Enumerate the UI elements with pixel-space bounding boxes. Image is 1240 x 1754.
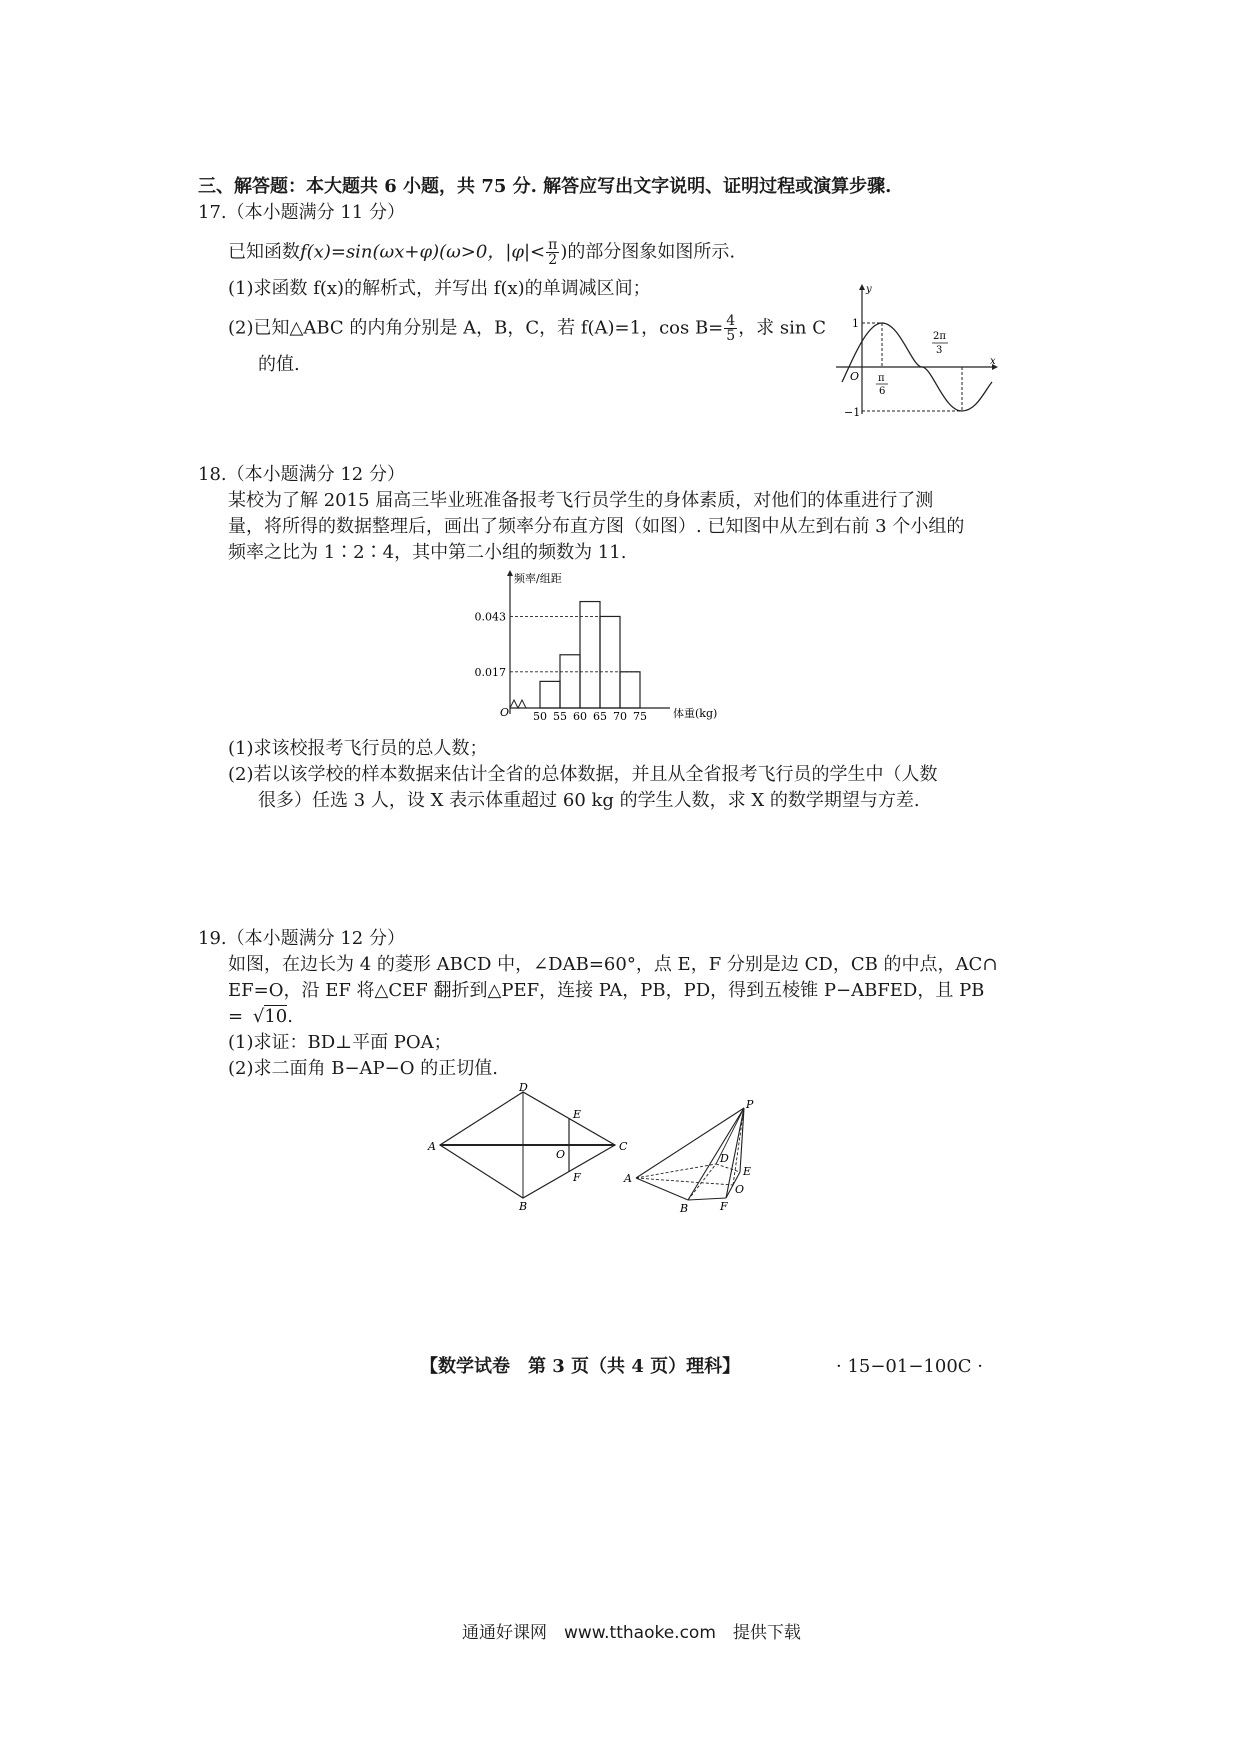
graph-y-bottom: −1 bbox=[844, 406, 861, 419]
hist-y-label: 频率/组距 bbox=[514, 572, 562, 585]
fig2-label-e: E bbox=[743, 1165, 752, 1178]
q18-stem-3: 频率之比为 1∶2∶4，其中第二小组的频数为 11. bbox=[228, 542, 627, 563]
q17-frac45-den: 5 bbox=[726, 328, 736, 344]
fig1-label-c: C bbox=[619, 1140, 628, 1153]
q19-eq: = bbox=[228, 1006, 244, 1027]
q17-stem-a: 已知函数 bbox=[228, 241, 300, 263]
fig1-label-d: D bbox=[519, 1082, 528, 1094]
hist-x-label: 体重(kg) bbox=[673, 707, 718, 720]
q18-part2-a: (2)若以该学校的样本数据来估计全省的总体数据，并且从全省报考飞行员的学生中（人数 bbox=[228, 764, 938, 785]
q17-stem-b: )的部分图象如图所示. bbox=[560, 241, 736, 263]
x-tick-label: 75 bbox=[633, 710, 647, 723]
fig1-label-e: E bbox=[573, 1108, 582, 1121]
graph-y-arrow bbox=[859, 284, 865, 290]
histogram-bars bbox=[540, 602, 640, 708]
fig2-label-p: P bbox=[746, 1098, 754, 1111]
q19-stem-3 bbox=[228, 1004, 293, 1030]
graph-origin: O bbox=[850, 370, 860, 383]
hist-origin: O bbox=[500, 706, 510, 719]
q17-stem-fx: f(x)=sin(ωx+φ)(ω>0，|φ|< bbox=[300, 241, 546, 263]
y-tick-label: 0.017 bbox=[474, 665, 506, 679]
q18-header: 18.（本小题满分 12 分） bbox=[198, 464, 405, 485]
fig2-label-a: A bbox=[624, 1172, 632, 1185]
axis-break-mark bbox=[510, 700, 530, 708]
section-title: 三、解答题：本大题共 6 小题，共 75 分. 解答应写出文字说明、证明过程或演算步骤. bbox=[198, 176, 892, 197]
fig2-label-f: F bbox=[720, 1200, 728, 1213]
histogram-bar bbox=[600, 616, 620, 708]
histogram-bar bbox=[540, 681, 560, 708]
q17-frac-4-5 bbox=[724, 314, 737, 343]
tick-pi-num: π bbox=[878, 373, 885, 384]
tick-3-den: 3 bbox=[936, 345, 943, 356]
q17-part2-end: 的值. bbox=[258, 354, 300, 375]
edge-ad-hidden bbox=[636, 1164, 716, 1178]
x-tick-label: 50 bbox=[533, 710, 547, 723]
edge-ab bbox=[636, 1178, 688, 1200]
q17-sine-graph bbox=[830, 280, 1000, 420]
fig1-label-a: A bbox=[428, 1140, 436, 1153]
x-tick-label: 55 bbox=[553, 710, 567, 723]
q18-stem-2: 量，将所得的数据整理后，画出了频率分布直方图（如图）. 已知图中从左到右前 3 个小组的 bbox=[228, 516, 965, 537]
histogram-bar bbox=[620, 672, 640, 708]
y-tick-label: 0.043 bbox=[474, 610, 506, 624]
sqrt-radicand: 10 bbox=[264, 1006, 288, 1027]
q17-part2-a: (2)已知△ABC 的内角分别是 A，B，C，若 f(A)=1，cos B= bbox=[228, 317, 724, 339]
hist-y-arrow bbox=[507, 570, 513, 576]
q18-part1: (1)求该校报考飞行员的总人数； bbox=[228, 738, 488, 759]
footer-watermark: 通通好课网 www.tthaoke.com 提供下载 bbox=[462, 1623, 801, 1643]
x-tick-label: 65 bbox=[593, 710, 607, 723]
q19-stem-1: 如图，在边长为 4 的菱形 ABCD 中，∠DAB=60°，点 E，F 分别是边 CD，CB 的中点，AC∩ bbox=[228, 954, 998, 975]
q19-header: 19.（本小题满分 12 分） bbox=[198, 928, 405, 949]
histogram-axes bbox=[500, 570, 717, 720]
graph-y-top: 1 bbox=[852, 317, 859, 330]
q19-part1: (1)求证：BD⊥平面 POA； bbox=[228, 1032, 452, 1053]
edge-de-hidden bbox=[716, 1164, 740, 1172]
x-tick-label: 70 bbox=[613, 710, 627, 723]
q19-part2: (2)求二面角 B−AP−O 的正切值. bbox=[228, 1058, 498, 1079]
q18-histogram bbox=[460, 566, 740, 726]
fig2-label-d: D bbox=[720, 1152, 729, 1165]
fig1-label-b: B bbox=[519, 1200, 528, 1212]
graph-y-label: y bbox=[866, 284, 872, 295]
tick-2pi-num: 2π bbox=[933, 331, 946, 342]
q19-rhombus-figure bbox=[420, 1082, 630, 1212]
footer-code: · 15−01−100C · bbox=[836, 1356, 983, 1377]
q19-stem-2: EF=O，沿 EF 将△CEF 翻折到△PEF，连接 PA，PB，PD，得到五棱锥 P−ABFED，且 PB bbox=[228, 980, 985, 1001]
q18-part2-b: 很多）任选 3 人，设 X 表示体重超过 60 kg 的学生人数，求 X 的数学期望与方差. bbox=[258, 790, 920, 811]
x-tick-label: 60 bbox=[573, 710, 587, 723]
sqrt-sign: √ bbox=[252, 1006, 265, 1027]
footer-paper-info: 【数学试卷 第 3 页（共 4 页）理科】 bbox=[420, 1356, 741, 1377]
q18-stem-1: 某校为了解 2015 届高三毕业班准备报考飞行员学生的身体素质，对他们的体重进行了测 bbox=[228, 490, 934, 511]
fig1-label-f: F bbox=[573, 1171, 581, 1184]
q17-header: 17.（本小题满分 11 分） bbox=[198, 202, 405, 223]
tick-6-den: 6 bbox=[879, 386, 886, 397]
q17-frac-num: π bbox=[548, 237, 558, 253]
q17-part1: (1)求函数 f(x)的解析式，并写出 f(x)的单调减区间； bbox=[228, 278, 651, 299]
q17-frac-den: 2 bbox=[548, 252, 558, 268]
histogram-bar bbox=[560, 655, 580, 708]
q17-frac-pi-2 bbox=[546, 238, 559, 267]
fig2-label-b: B bbox=[680, 1202, 689, 1215]
q17-frac45-num: 4 bbox=[726, 313, 736, 329]
histogram-bar bbox=[580, 602, 600, 708]
fig1-label-o: O bbox=[556, 1148, 566, 1161]
q17-part2 bbox=[228, 314, 826, 343]
graph-x-label: x bbox=[990, 356, 996, 367]
fig2-label-o: O bbox=[735, 1183, 745, 1196]
q19-pyramid-figure bbox=[618, 1096, 778, 1216]
q17-stem bbox=[228, 238, 735, 267]
q19-period: . bbox=[287, 1006, 293, 1027]
q17-part2-b: ，求 sin C bbox=[738, 317, 826, 339]
